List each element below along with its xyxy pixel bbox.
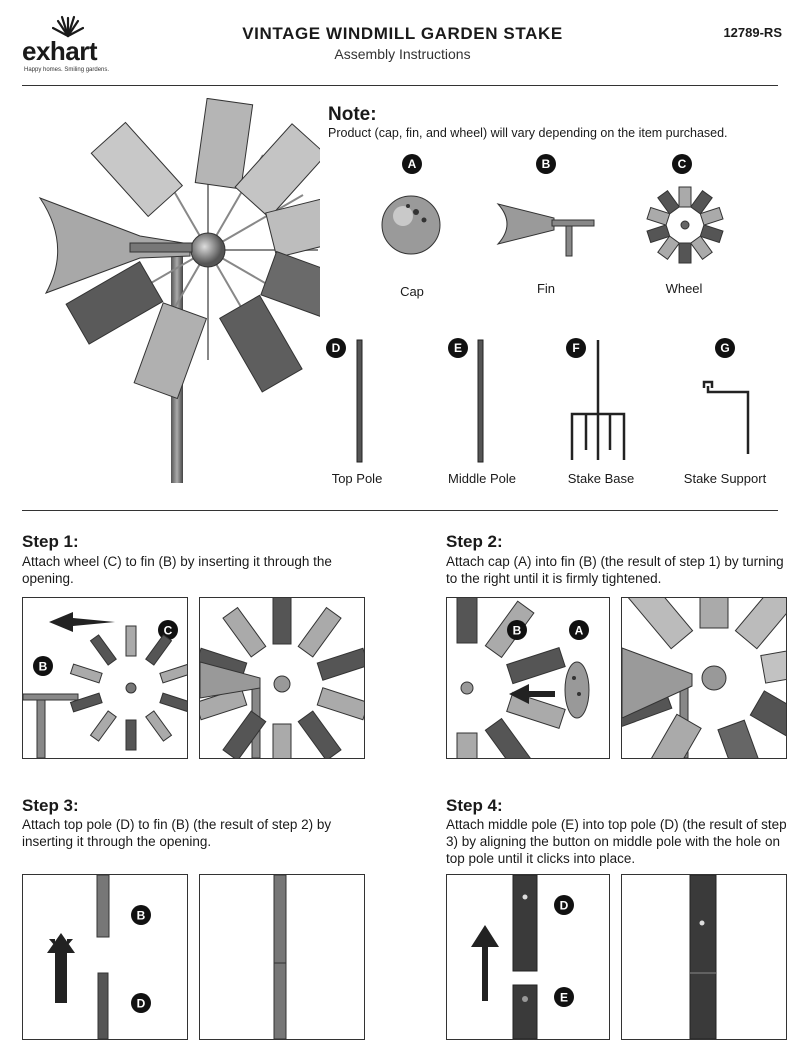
step-2-illustration-b bbox=[622, 598, 786, 758]
step-1-panel-after bbox=[199, 597, 365, 759]
document-title: VINTAGE WINDMILL GARDEN STAKE bbox=[242, 24, 563, 43]
step-2-illustration-a bbox=[447, 598, 609, 758]
step-4-text: Attach middle pole (E) into top pole (D) (the result of step 3) by aligning the button on middle pole with the hole on top pole until it clicks into place. bbox=[446, 817, 787, 866]
step-4-illustration-b bbox=[622, 875, 786, 1039]
step-1-heading: Step 1: bbox=[22, 532, 79, 551]
middle-pole-image bbox=[475, 338, 487, 464]
part-a-label: Cap bbox=[400, 284, 424, 299]
part-e-badge: E bbox=[448, 338, 468, 358]
brand-name: exhart bbox=[22, 36, 98, 66]
sunburst-icon bbox=[52, 14, 84, 38]
step-2-panel-after bbox=[621, 597, 787, 759]
step-2-panel-before bbox=[446, 597, 610, 759]
document-subtitle: Assembly Instructions bbox=[334, 46, 471, 62]
part-b-label: Fin bbox=[536, 281, 556, 296]
step-4-panel-before bbox=[446, 874, 610, 1040]
step-2-text: Attach cap (A) into fin (B) (the result of step 1) by turning to the right until it is firmly tightened. bbox=[446, 554, 784, 586]
top-pole-image bbox=[354, 338, 366, 464]
part-e-label: Middle Pole bbox=[448, 471, 516, 486]
svg-text:C: C bbox=[163, 623, 173, 638]
part-g-label: Stake Support bbox=[683, 471, 767, 486]
stake-support-image bbox=[700, 378, 756, 458]
part-a-badge: A bbox=[402, 154, 422, 174]
step-3-panel-after bbox=[199, 874, 365, 1040]
fin-image bbox=[494, 200, 598, 260]
step-1-panel-before bbox=[22, 597, 188, 759]
svg-text:B: B bbox=[38, 659, 48, 674]
svg-text:D: D bbox=[136, 996, 146, 1011]
step-3-text: Attach top pole (D) to fin (B) (the result of step 2) by inserting it through the opening. bbox=[22, 817, 332, 849]
part-d-badge: D bbox=[326, 338, 346, 358]
wheel-image bbox=[644, 184, 726, 266]
part-c-label: Wheel bbox=[665, 281, 703, 296]
step-3-heading: Step 3: bbox=[22, 796, 79, 815]
part-d-label: Top Pole bbox=[331, 471, 383, 486]
svg-text:E: E bbox=[559, 990, 569, 1005]
cap-image bbox=[378, 192, 444, 258]
product-code: 12789-RS bbox=[723, 25, 782, 40]
step-4-illustration-a bbox=[447, 875, 609, 1039]
svg-text:B: B bbox=[136, 908, 146, 923]
brand-tagline: Happy homes. Smiling gardens. bbox=[24, 67, 110, 73]
brand-logo bbox=[22, 14, 114, 74]
step-4-heading: Step 4: bbox=[446, 796, 503, 815]
step-3-illustration-a bbox=[23, 875, 187, 1039]
part-f-badge: F bbox=[566, 338, 586, 358]
part-g-badge: G bbox=[715, 338, 735, 358]
header-divider bbox=[22, 85, 778, 86]
section-divider bbox=[22, 510, 778, 511]
svg-text:D: D bbox=[559, 898, 569, 913]
svg-text:B: B bbox=[512, 623, 522, 638]
stake-base-image bbox=[566, 338, 630, 464]
step-3-illustration-b bbox=[200, 875, 364, 1039]
part-c-badge: C bbox=[672, 154, 692, 174]
part-b-badge: B bbox=[536, 154, 556, 174]
step-3-panel-before bbox=[22, 874, 188, 1040]
note-heading: Note: bbox=[328, 104, 377, 125]
windmill-product-image bbox=[30, 98, 320, 488]
note-text: Product (cap, fin, and wheel) will vary depending on the item purchased. bbox=[328, 126, 728, 140]
step-1-illustration-a bbox=[23, 598, 187, 758]
step-2-heading: Step 2: bbox=[446, 532, 503, 551]
step-1-illustration-b bbox=[200, 598, 364, 758]
step-4-panel-after bbox=[621, 874, 787, 1040]
part-f-label: Stake Base bbox=[567, 471, 635, 486]
step-1-text: Attach wheel (C) to fin (B) by inserting it through the opening. bbox=[22, 554, 332, 586]
svg-text:A: A bbox=[574, 623, 584, 638]
